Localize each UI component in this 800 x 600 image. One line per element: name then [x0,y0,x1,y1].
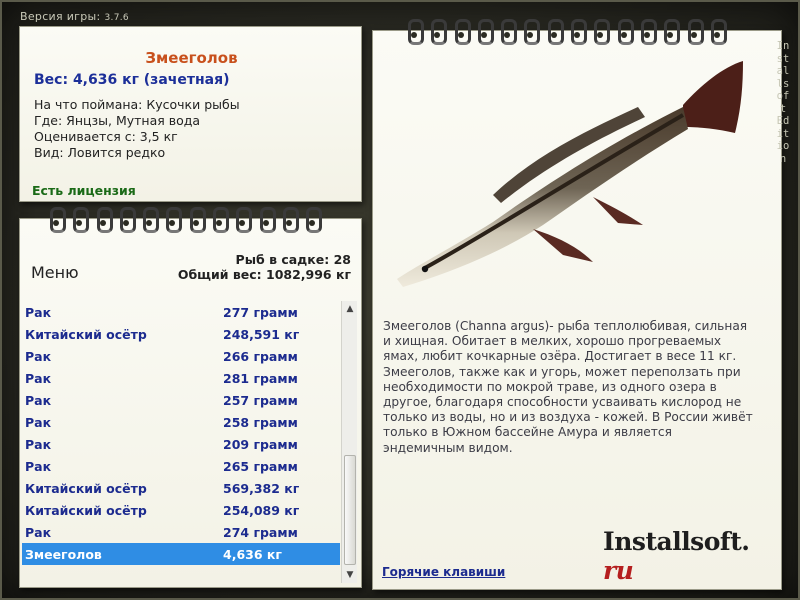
logo-main: Installsoft. [603,527,750,556]
keepnet-stats [178,252,351,282]
catch-row-weight: 281 грамм [223,370,298,386]
menu-binder-rings [44,205,324,231]
notebook-binder-rings [402,17,728,43]
catch-row-weight: 266 грамм [223,348,298,364]
catch-row-weight: 265 грамм [223,458,298,474]
catch-row-weight: 274 грамм [223,524,298,540]
vertical-brand-text: Installsoft Edition [776,40,790,165]
binder-ring-icon [635,17,658,43]
version-number: 3.7.6 [104,13,129,23]
catch-row[interactable] [22,345,340,367]
catch-row-name: Рак [25,370,52,386]
version-text: Версия игры: [20,10,101,23]
catch-row-name: Змееголов [25,546,102,562]
fish-encyclopedia-notebook [372,30,782,590]
binder-ring-icon [207,205,230,231]
catch-row[interactable] [22,499,340,521]
catch-row-name: Рак [25,392,52,408]
catch-row-name: Китайский осётр [25,502,147,518]
binder-ring-icon [658,17,681,43]
binder-ring-icon [160,205,183,231]
min-trophy-weight: Оценивается с: 3,5 кг [34,129,178,144]
catch-row-weight: 258 грамм [223,414,298,430]
catch-row[interactable] [22,433,340,455]
binder-ring-icon [254,205,277,231]
catch-row-weight: 209 грамм [223,436,298,452]
catch-row-weight: 257 грамм [223,392,298,408]
catch-bait: На что поймана: Кусочки рыбы [34,97,240,112]
logo-ru: ru [603,556,634,585]
catch-row-name: Рак [25,304,52,320]
binder-ring-icon [588,17,611,43]
binder-ring-icon [277,205,300,231]
binder-ring-icon [184,205,207,231]
catch-row-weight: 4,636 кг [223,546,282,562]
catch-row-name: Китайский осётр [25,326,147,342]
catch-list-card [19,218,362,588]
catch-location: Где: Янцзы, Мутная вода [34,113,201,128]
catch-row[interactable] [22,543,340,565]
fish-description: Змееголов (Channa argus)- рыба теплолюбивая, сильная и хищная. Обитает в мелких, хорошо прогреваемых ямах, любит кочкарные озёра. Достигает в весе 11 кг. Змееголов, также как и угорь, может переползать при необходимости по мокрой траве, из одного озера в другое, благодаря способности усваивать кислород не только из воды, но и из воздуха - кожей. В России живёт только в Южном бассейне Амура и является эндемичным видом. [383,319,753,455]
scrollbar-thumb[interactable] [344,455,356,565]
scroll-up-arrow-icon[interactable]: ▲ [346,304,354,314]
binder-ring-icon [402,17,425,43]
binder-ring-icon [565,17,588,43]
catch-row-name: Рак [25,524,52,540]
installsoft-logo [603,527,781,585]
catch-row[interactable] [22,477,340,499]
binder-ring-icon [137,205,160,231]
catch-row-name: Китайский осётр [25,480,147,496]
version-label [20,10,129,23]
catch-row-weight: 277 грамм [223,304,298,320]
catch-row-weight: 248,591 кг [223,326,300,342]
fish-info-card [19,26,362,202]
catch-list-scrollbar[interactable] [341,301,357,583]
catch-row[interactable] [22,389,340,411]
catch-row-name: Рак [25,348,52,364]
fish-weight: Вес: 4,636 кг (зачетная) [34,72,230,88]
catch-row[interactable] [22,301,340,323]
catch-row[interactable] [22,521,340,543]
binder-ring-icon [425,17,448,43]
binder-ring-icon [472,17,495,43]
binder-ring-icon [682,17,705,43]
scroll-down-arrow-icon[interactable]: ▼ [346,570,354,580]
binder-ring-icon [230,205,253,231]
binder-ring-icon [114,205,137,231]
catch-row[interactable] [22,455,340,477]
catch-row-name: Рак [25,458,52,474]
catch-row-name: Рак [25,414,52,430]
snakehead-fish-image [383,47,753,302]
menu-button[interactable]: Меню [31,263,79,282]
catch-rarity: Вид: Ловится редко [34,145,166,160]
catch-row-weight: 254,089 кг [223,502,300,518]
binder-ring-icon [495,17,518,43]
catch-row-weight: 569,382 кг [223,480,300,496]
binder-ring-icon [612,17,635,43]
license-status: Есть лицензия [32,183,136,198]
catch-row-name: Рак [25,436,52,452]
binder-ring-icon [67,205,90,231]
catch-list[interactable] [22,301,340,581]
fish-count: Рыб в садке: 28 [235,252,351,267]
binder-ring-icon [705,17,728,43]
binder-ring-icon [300,205,323,231]
binder-ring-icon [542,17,565,43]
binder-ring-icon [518,17,541,43]
fish-name: Змееголов [145,49,238,67]
catch-row[interactable] [22,367,340,389]
binder-ring-icon [91,205,114,231]
binder-ring-icon [449,17,472,43]
total-weight: Общий вес: 1082,996 кг [177,267,351,282]
binder-ring-icon [44,205,67,231]
catch-row[interactable] [22,411,340,433]
catch-row[interactable] [22,323,340,345]
hotkeys-link[interactable]: Горячие клавиши [382,565,506,579]
